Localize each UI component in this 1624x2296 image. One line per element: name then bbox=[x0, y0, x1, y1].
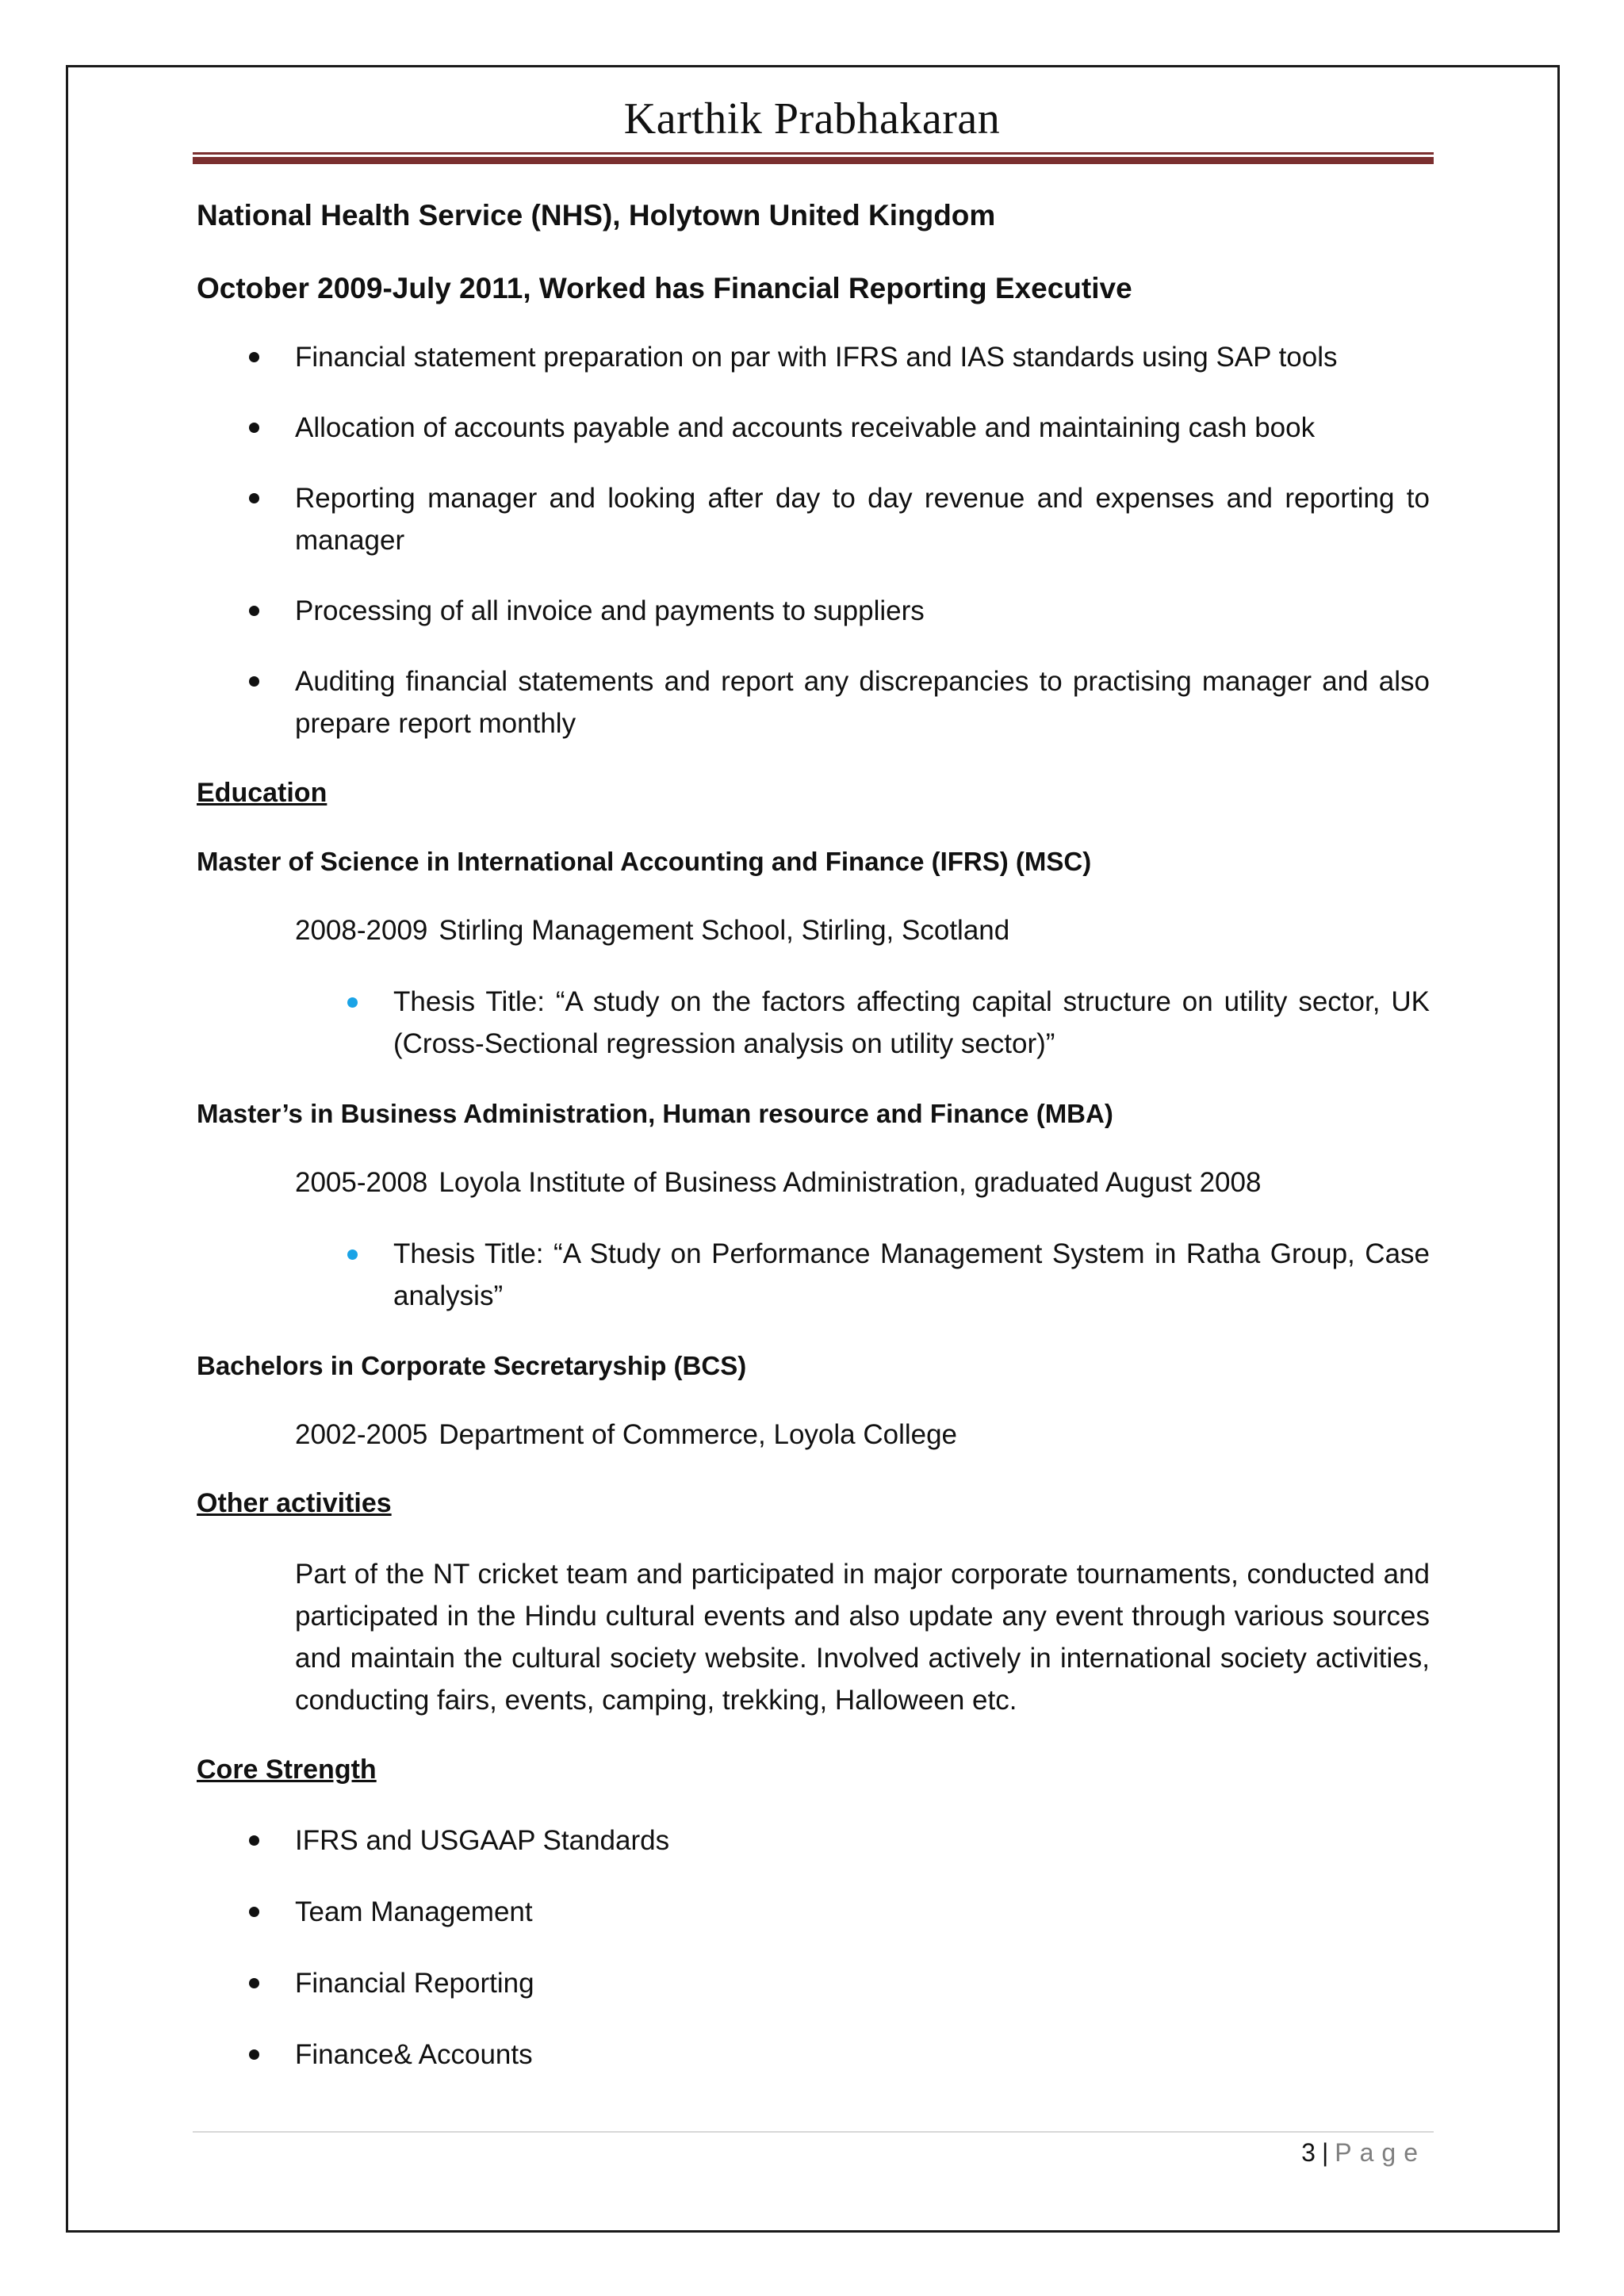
degree-institution: Stirling Management School, Stirling, Scotland bbox=[439, 915, 1010, 946]
degree-msc-details bbox=[197, 911, 1430, 951]
degree-years: 2008-2009 bbox=[295, 915, 428, 946]
degree-mba-details bbox=[197, 1163, 1430, 1203]
page-label: Page bbox=[1335, 2138, 1426, 2167]
other-activities-title: Other activities bbox=[197, 1488, 392, 1518]
page-footer bbox=[1301, 2136, 1426, 2169]
degree-years: 2005-2008 bbox=[295, 1167, 428, 1198]
footer-separator: | bbox=[1321, 2138, 1329, 2167]
bullet-icon bbox=[249, 1907, 259, 1917]
list-item: IFRS and USGAAP Standards bbox=[197, 1820, 1430, 1862]
list-item: Allocation of accounts payable and accounts receivable and maintaining cash book bbox=[197, 407, 1430, 449]
page-content bbox=[197, 195, 1430, 2105]
job-period-role: October 2009-July 2011, Worked has Financial Reporting Executive bbox=[197, 272, 1132, 304]
degree-msc-thesis: Thesis Title: “A study on the factors affecting capital structure on utility sector, UK (Cross-Sectional regression analysis on utility sector)” bbox=[197, 981, 1430, 1065]
degree-institution: Loyola Institute of Business Administration, graduated August 2008 bbox=[439, 1167, 1262, 1198]
list-item: Team Management bbox=[197, 1891, 1430, 1933]
header-rule bbox=[193, 152, 1434, 164]
degree-bcs-details bbox=[197, 1415, 1430, 1455]
degree-bcs: Bachelors in Corporate Secretaryship (BCS) bbox=[197, 1351, 747, 1380]
list-item: Finance& Accounts bbox=[197, 2034, 1430, 2076]
list-item: Processing of all invoice and payments to suppliers bbox=[197, 590, 1430, 632]
bullet-icon bbox=[249, 1835, 259, 1846]
other-activities-text: Part of the NT cricket team and participated in major corporate tournaments, conducted and participated in the Hindu cultural events and also update any event through various sources and maintain the cultural society website. Involved actively in international society activities, conducting fairs, events, camping, trekking, Halloween etc. bbox=[295, 1559, 1430, 1716]
footer-rule bbox=[193, 2131, 1434, 2133]
list-item: Financial Reporting bbox=[197, 1962, 1430, 2004]
education-title: Education bbox=[197, 778, 327, 808]
header-name: Karthik Prabhakaran bbox=[623, 94, 1001, 144]
degree-mba: Master’s in Business Administration, Human resource and Finance (MBA) bbox=[197, 1099, 1113, 1128]
page-number: 3 bbox=[1301, 2138, 1316, 2167]
bullet-icon bbox=[347, 1249, 358, 1260]
bullet-icon bbox=[249, 493, 259, 503]
bullet-icon bbox=[249, 2049, 259, 2060]
bullet-icon bbox=[249, 352, 259, 362]
degree-institution: Department of Commerce, Loyola College bbox=[439, 1419, 958, 1450]
bullet-icon bbox=[249, 606, 259, 616]
bullet-icon bbox=[249, 423, 259, 433]
core-strength-list bbox=[197, 1820, 1430, 2076]
list-item: Financial statement preparation on par with IFRS and IAS standards using SAP tools bbox=[197, 336, 1430, 378]
list-item: Auditing financial statements and report any discrepancies to practising manager and also prepare report monthly bbox=[197, 660, 1430, 744]
list-item: Reporting manager and looking after day to day revenue and expenses and reporting to manager bbox=[197, 477, 1430, 561]
experience-bullets bbox=[197, 336, 1430, 744]
bullet-icon bbox=[249, 676, 259, 687]
bullet-icon bbox=[347, 997, 358, 1008]
employer-heading: National Health Service (NHS), Holytown United Kingdom bbox=[197, 199, 996, 232]
core-strength-title: Core Strength bbox=[197, 1755, 377, 1785]
degree-mba-thesis: Thesis Title: “A Study on Performance Management System in Ratha Group, Case analysis” bbox=[197, 1233, 1430, 1317]
degree-years: 2002-2005 bbox=[295, 1419, 428, 1450]
bullet-icon bbox=[249, 1978, 259, 1988]
degree-msc: Master of Science in International Accounting and Finance (IFRS) (MSC) bbox=[197, 847, 1092, 876]
